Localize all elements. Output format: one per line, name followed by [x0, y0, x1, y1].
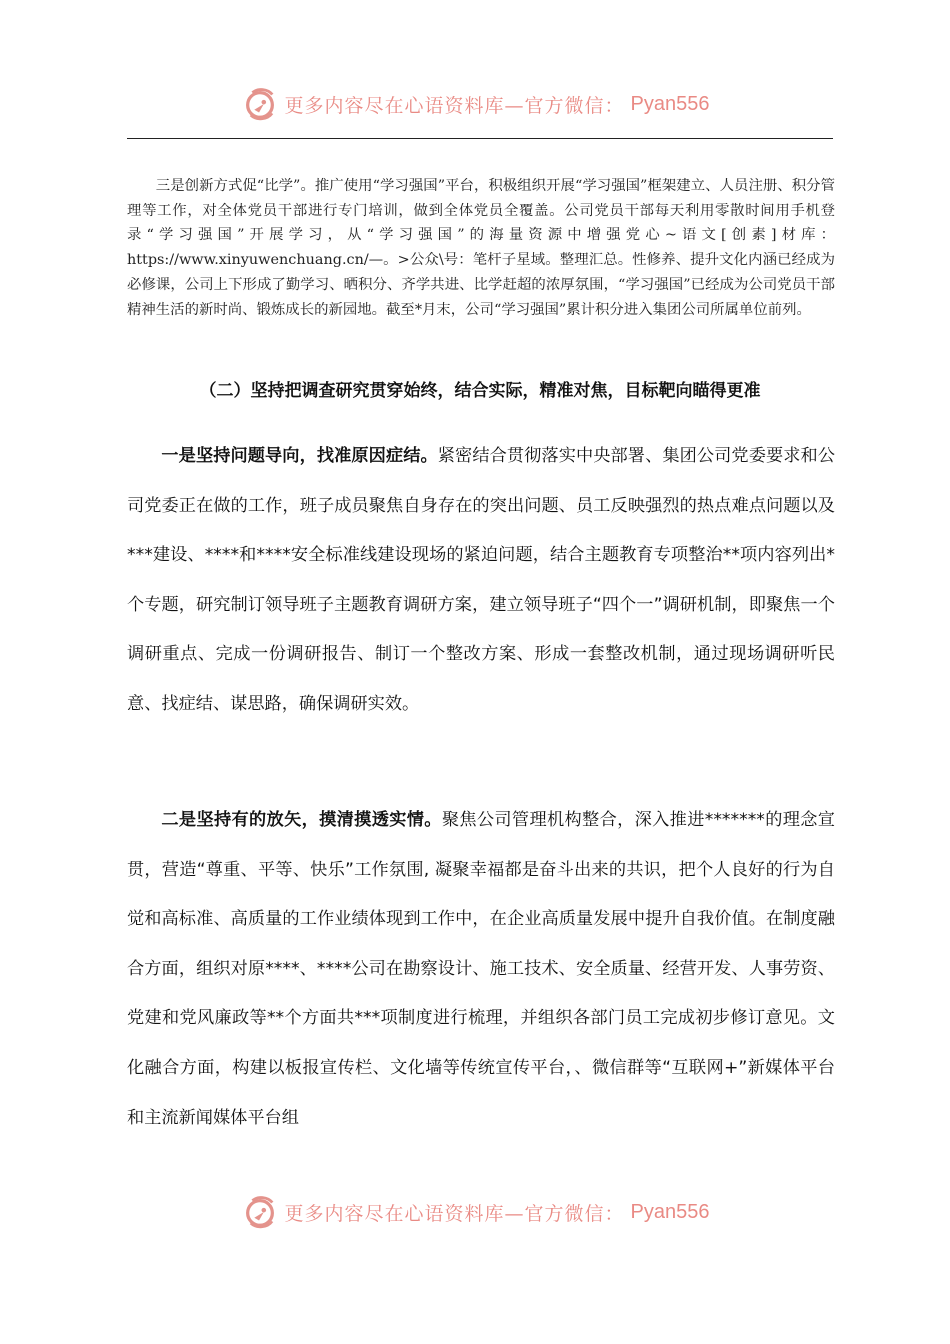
footer-watermark [0, 1190, 950, 1234]
paragraph-intro: 三是创新方式促“比学”。推广使用“学习强国”平台，积极组织开展“学习强国”框架建立、人员注册、积分管理等工作，对全体党员干部进行专门培训，做到全体党员全覆盖。公司党员干部每天利用零散时间用手机登录“学习强国”开展学习，从“学习强国”的海量资源中增强党心~语文[创素]材库：https://www.xinyuwenchuang.cn/—。>公众\号：笔杆子星域。整理汇总。性修养、提升文化内涵已经成为必修课，公司上下形成了勤学习、晒积分、齐学共进、比学赶超的浓厚氛围，“学习强国”已经成为公司党员干部精神生活的新时尚、锻炼成长的新园地。截至*月末，公司“学习强国”累计积分进入集团公司所属单位前列。 [127, 178, 835, 318]
header-rule [127, 138, 833, 139]
paragraph-2-body: 聚焦公司管理机构整合，深入推进*******的理念宣贯，营造“尊重、平等、快乐”工作氛围, 凝聚幸福都是奋斗出来的共识，把个人良好的行为自觉和高标准、高质量的工作业绩体现到工作中，在企业高质量发展中提升自我价值。在制度融合方面，组织对原****、****公司在勘察设计、施工技术、安全质量、经营开发、人事劳资、党建和党风廉政等**个方面共***项制度进行梳理，并组织各部门员工完成初步修订意见。文化融合方面，构建以板报宣传栏、文化墙等传统宣传平台，、微信群等“互联网+”新媒体平台和主流新闻媒体平台组 [127, 810, 835, 1128]
logo-icon [241, 85, 279, 123]
watermark-text: 更多内容尽在心语资料库—官方微信： [284, 94, 625, 117]
watermark-text: 更多内容尽在心语资料库—官方微信： [284, 1202, 625, 1225]
paragraph-2 [127, 796, 835, 1143]
watermark-id: Pyan556 [630, 1200, 710, 1223]
section-heading: （二）坚持把调查研究贯穿始终，结合实际，精准对焦，目标靶向瞄得更准 [199, 381, 761, 401]
paragraph-1-body: 紧密结合贯彻落实中央部署、集团公司党委要求和公司党委正在做的工作，班子成员聚焦自身存在的突出问题、员工反映强烈的热点难点问题以及***建设、****和****安全标准线建设现场的紧迫问题，结合主题教育专项整治**项内容列出*个专题，研究制订领导班子主题教育调研方案，建立领导班子“四个一”调研机制，即聚焦一个调研重点、完成一份调研报告、制订一个整改方案、形成一套整改机制，通过现场调研听民意、找症结、谋思路，确保调研实效。 [127, 446, 835, 714]
paragraph-1 [127, 432, 835, 730]
paragraph-1-lead: 一是坚持问题导向，找准原因症结。 [161, 446, 438, 466]
watermark-id: Pyan556 [630, 92, 710, 115]
paragraph-2-lead: 二是坚持有的放矢，摸清摸透实情。 [161, 810, 442, 830]
logo-icon [241, 1193, 279, 1231]
header-watermark [0, 82, 950, 126]
